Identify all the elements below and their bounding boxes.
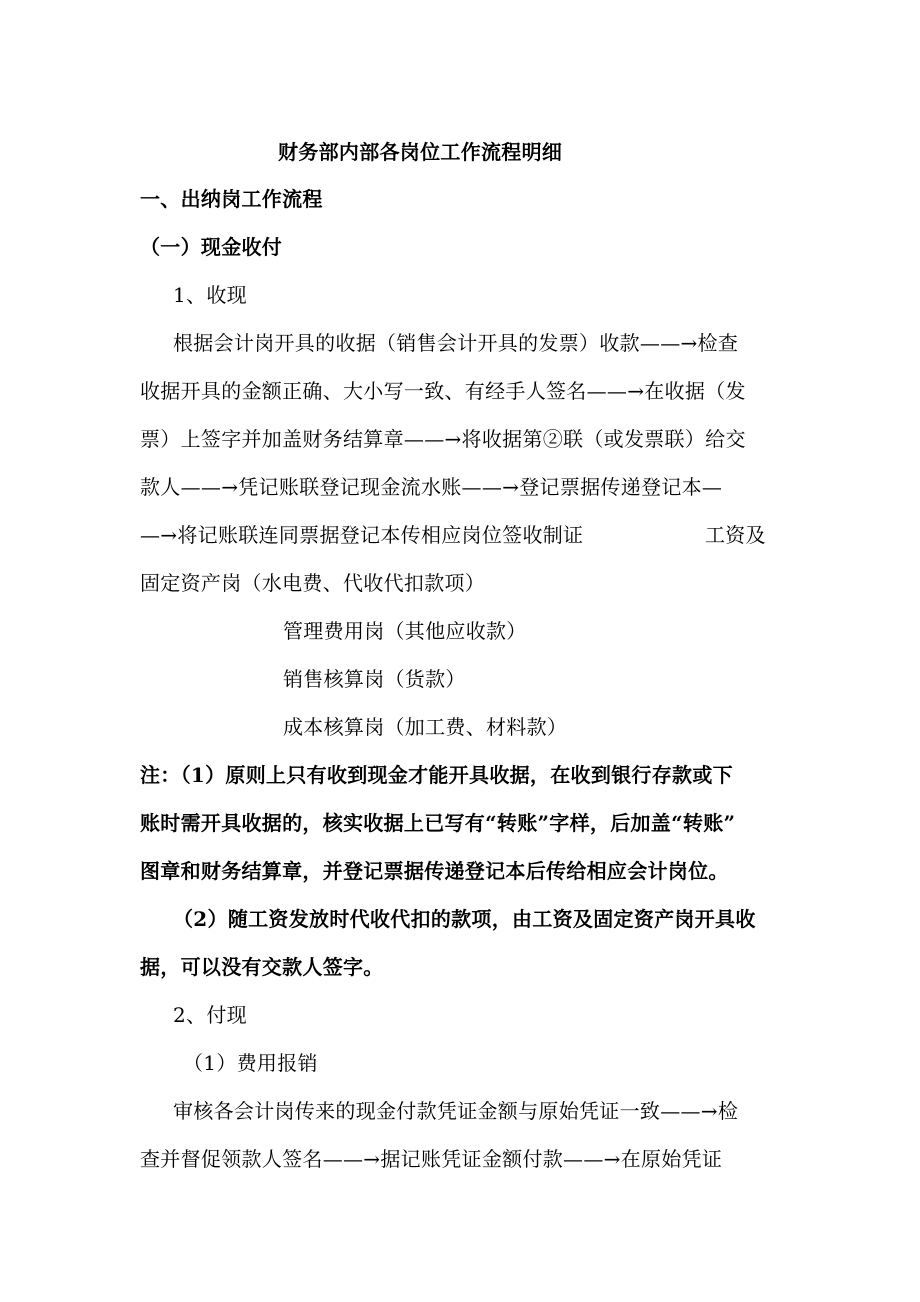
paragraph-line: 根据会计岗开具的收据（销售会计开具的发票）收款——→检查 bbox=[173, 331, 739, 355]
paragraph-line: 收据开具的金额正确、大小写一致、有经手人签名——→在收据（发 bbox=[140, 379, 746, 403]
paragraph-line: 固定资产岗（水电费、代收代扣款项） bbox=[140, 571, 486, 595]
subsection-heading: （一）现金收付 bbox=[140, 235, 283, 259]
note-line: （2）随工资发放时代收代扣的款项，由工资及固定资产岗开具收 bbox=[173, 907, 756, 931]
note-line: 注：（1）原则上只有收到现金才能开具收据，在收到银行存款或下 bbox=[140, 763, 733, 787]
note-line: 图章和财务结算章，并登记票据传递登记本后传给相应会计岗位。 bbox=[140, 859, 729, 883]
paragraph-line: —→将记账联连同票据登记本传相应岗位签收制证 bbox=[140, 523, 584, 547]
note-line: 据，可以没有交款人签字。 bbox=[140, 955, 384, 979]
post-item: 销售核算岗（货款） bbox=[283, 667, 466, 691]
paragraph-line: 票）上签字并加盖财务结算章——→将收据第②联（或发票联）给交 bbox=[140, 427, 746, 451]
paragraph-line-right: 工资及 bbox=[705, 523, 766, 547]
note-line: 账时需开具收据的，核实收据上已写有“转账”字样，后加盖“转账” bbox=[140, 811, 736, 835]
post-item: 管理费用岗（其他应收款） bbox=[283, 619, 527, 643]
post-item: 成本核算岗（加工费、材料款） bbox=[283, 715, 568, 739]
paragraph-line: 款人——→凭记账联登记现金流水账——→登记票据传递登记本— bbox=[140, 475, 723, 499]
paragraph-line: 查并督促领款人签名——→据记账凭证金额付款——→在原始凭证 bbox=[140, 1147, 723, 1171]
document-title: 财务部内部各岗位工作流程明细 bbox=[278, 140, 563, 164]
section-heading: 一、出纳岗工作流程 bbox=[140, 187, 323, 211]
paragraph-line: 审核各会计岗传来的现金付款凭证金额与原始凭证一致——→检 bbox=[173, 1099, 739, 1123]
item-heading: 1、收现 bbox=[173, 283, 247, 307]
item-heading: 2、付现 bbox=[173, 1003, 247, 1027]
item-subheading: （1）费用报销 bbox=[183, 1051, 318, 1075]
